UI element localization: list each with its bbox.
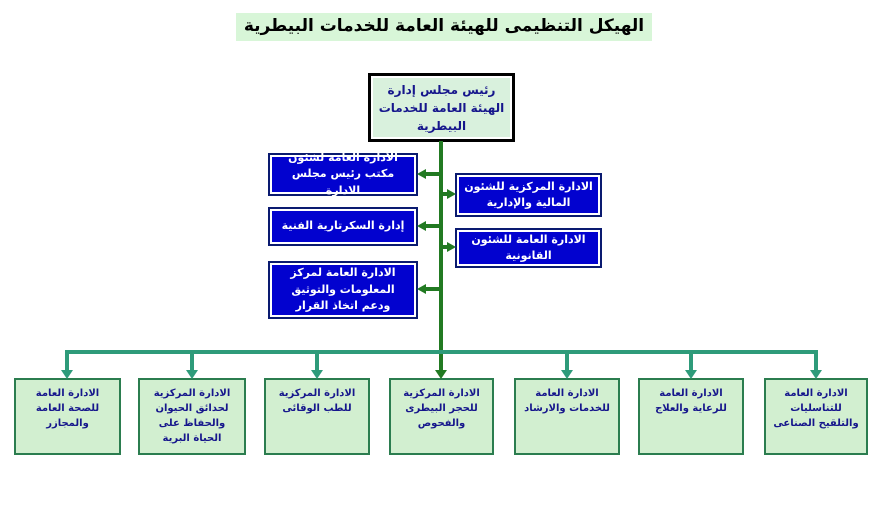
department-box-preventive-medicine: الادارة المركزية للطب الوقائى xyxy=(264,378,370,455)
department-box-care-treatment: الادارة العامة للرعاية والعلاج xyxy=(638,378,744,455)
connector-arrow-right-central-2 xyxy=(447,242,456,252)
connector-stem-dept-2 xyxy=(190,350,194,370)
connector-stem-dept-3 xyxy=(315,350,319,370)
page-title: الهيكل التنظيمى للهيئة العامة للخدمات البيطرية xyxy=(0,16,888,36)
connector-arrow-down-dept-7 xyxy=(810,370,822,379)
connector-arrow-down-dept-1 xyxy=(61,370,73,379)
connector-arrow-left-office-1 xyxy=(417,169,426,179)
connector-stem-dept-7 xyxy=(814,350,818,370)
branch-box-information-center: الادارة العامة لمركز المعلومات والتوثيق ودعم اتخاذ القرار xyxy=(268,261,418,319)
connector-line-office-3 xyxy=(425,287,441,291)
connector-stem-dept-1 xyxy=(65,350,69,370)
connector-arrow-down-quarantine xyxy=(435,370,447,379)
department-box-public-health-slaughterhouses: الادارة العامة للصحة العامة والمجازر xyxy=(14,378,121,455)
branch-box-financial-admin-affairs: الادارة المركزية للشئون المالية والإدارية xyxy=(455,173,602,217)
connector-stem-dept-6 xyxy=(689,350,693,370)
connector-tier-horizontal-line xyxy=(65,350,818,354)
connector-arrow-left-office-2 xyxy=(417,221,426,231)
branch-box-chairman-office-affairs: الادارة العامة لشئون مكتب رئيس مجلس الادارة xyxy=(268,153,418,196)
connector-arrow-down-dept-6 xyxy=(685,370,697,379)
connector-arrow-left-office-3 xyxy=(417,284,426,294)
connector-arrow-down-dept-2 xyxy=(186,370,198,379)
connector-stem-dept-5 xyxy=(565,350,569,370)
connector-line-office-2 xyxy=(425,224,441,228)
department-box-reproduction-artificial-insemination: الادارة العامة للتناسليات والتلقيح الصناعى xyxy=(764,378,868,455)
branch-box-technical-secretariat: إدارة السكرتارية الفنية xyxy=(268,207,418,246)
connector-line-office-1 xyxy=(425,172,441,176)
connector-arrow-right-central-1 xyxy=(447,189,456,199)
connector-arrow-down-dept-5 xyxy=(561,370,573,379)
department-box-zoos-wildlife: الادارة المركزية لحدائق الحيوان والحفاظ على الحياة البرية xyxy=(138,378,246,455)
connector-arrow-down-dept-3 xyxy=(311,370,323,379)
department-box-veterinary-quarantine: الادارة المركزية للحجر البيطرى والفحوص xyxy=(389,378,494,455)
department-box-services-guidance: الادارة العامة للخدمات والارشاد xyxy=(514,378,620,455)
root-box-chairman: رئيس مجلس إدارة الهيئة العامة للخدمات البيطرية xyxy=(368,73,515,142)
branch-box-legal-affairs: الادارة العامة للشئون القانونية xyxy=(455,228,602,268)
